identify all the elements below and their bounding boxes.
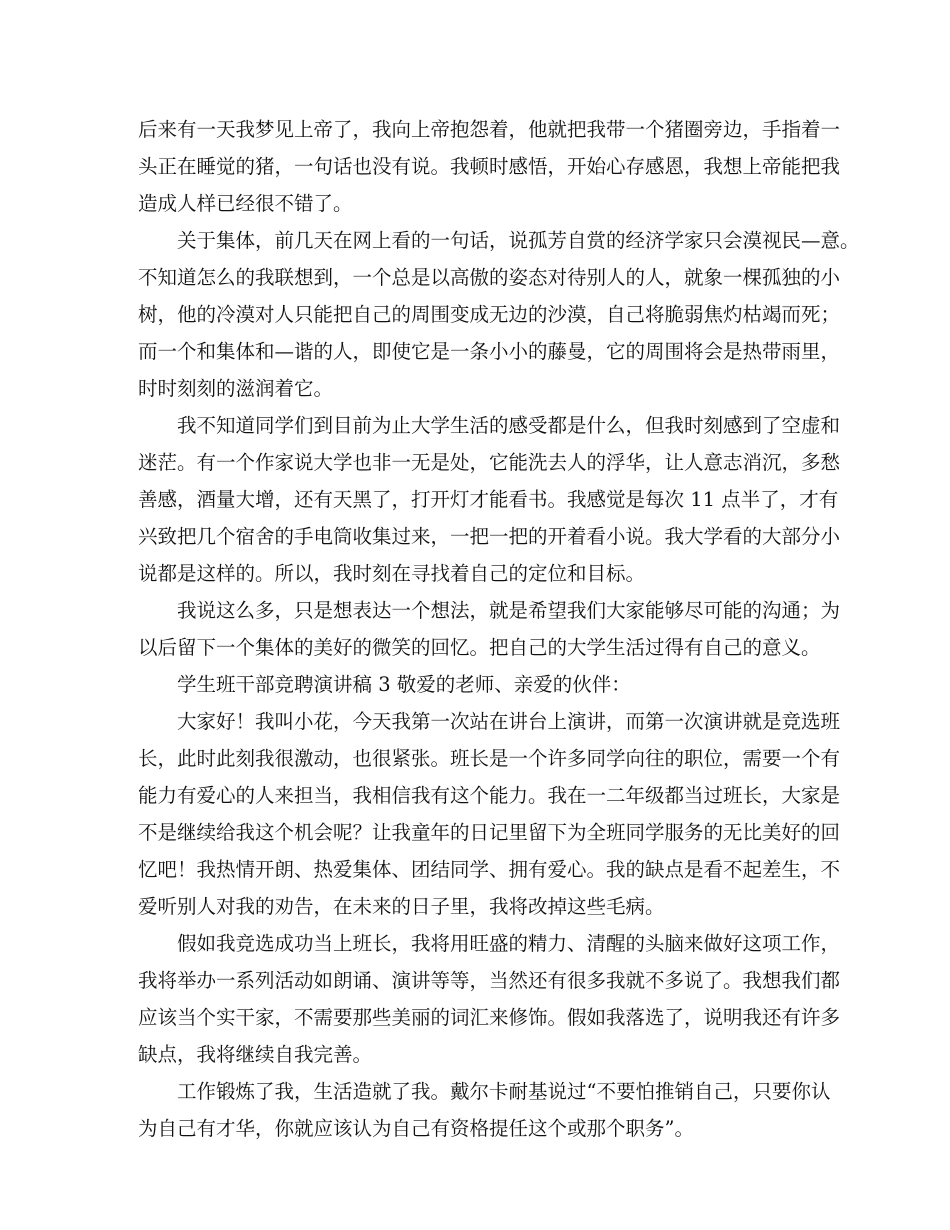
text-line: 而一个和集体和—谐的人，即使它是一条小小的藤曼，它的周围将会是热带雨里， bbox=[138, 340, 841, 363]
text-line: 爱听别人对我的劝告，在未来的日子里，我将改掉这些毛病。 bbox=[138, 895, 665, 918]
text-line: 为自己有才华，你就应该认为自己有资格提任这个或那个职务”。 bbox=[138, 1117, 694, 1140]
text-line: 时时刻刻的滋润着它。 bbox=[138, 377, 334, 400]
text-line: 造成人样已经很不错了。 bbox=[138, 192, 353, 215]
text-line: 以后留下一个集体的美好的微笑的回忆。把自己的大学生活过得有自己的意义。 bbox=[138, 636, 821, 659]
text-line: 善感，酒量大增，还有天黑了，打开灯才能看书。我感觉是每次 11 点半了，才有 bbox=[138, 488, 839, 511]
text-line: 不是继续给我这个机会呢？让我童年的日记里留下为全班同学服务的无比美好的回 bbox=[138, 821, 841, 844]
text-line: 说都是这样的。所以，我时刻在寻找着自己的定位和目标。 bbox=[138, 562, 646, 585]
text-line: 不知道怎么的我联想到，一个总是以高傲的姿态对待别人的人，就象一棵孤独的小 bbox=[138, 266, 841, 289]
text-line: 我不知道同学们到目前为止大学生活的感受都是什么，但我时刻感到了空虚和 bbox=[177, 414, 841, 437]
text-line: 兴致把几个宿舍的手电筒收集过来，一把一把的开着看小说。我大学看的大部分小 bbox=[138, 525, 841, 548]
text-line: 我说这么多，只是想表达一个想法，就是希望我们大家能够尽可能的沟通；为 bbox=[177, 599, 841, 622]
text-line: 后来有一天我梦见上帝了，我向上帝抱怨着，他就把我带一个猪圈旁边，手指着一 bbox=[138, 118, 841, 141]
text-line: 忆吧！我热情开朗、热爱集体、团结同学、拥有爱心。我的缺点是看不起差生，不 bbox=[138, 858, 841, 881]
section-heading: 学生班干部竞聘演讲稿 3 敬爱的老师、亲爱的伙伴： bbox=[177, 673, 631, 696]
text-line: 工作锻炼了我，生活造就了我。戴尔卡耐基说过“不要怕推销自己，只要你认 bbox=[177, 1080, 831, 1103]
text-line: 应该当个实干家，不需要那些美丽的词汇来修饰。假如我落选了，说明我还有许多 bbox=[138, 1006, 841, 1029]
text-line: 假如我竞选成功当上班长，我将用旺盛的精力、清醒的头脑来做好这项工作， bbox=[177, 932, 841, 955]
text-line: 长，此时此刻我很激动，也很紧张。班长是一个许多同学向往的职位，需要一个有 bbox=[138, 747, 841, 770]
text-line: 大家好！我叫小花，今天我第一次站在讲台上演讲，而第一次演讲就是竞选班 bbox=[177, 710, 841, 733]
text-line: 我将举办一系列活动如朗诵、演讲等等，当然还有很多我就不多说了。我想我们都 bbox=[138, 969, 841, 992]
text-line: 能力有爱心的人来担当，我相信我有这个能力。我在一二年级都当过班长，大家是 bbox=[138, 784, 841, 807]
text-line: 缺点，我将继续自我完善。 bbox=[138, 1043, 373, 1066]
text-line: 迷茫。有一个作家说大学也非一无是处，它能洗去人的浮华，让人意志消沉，多愁 bbox=[138, 451, 841, 474]
text-line: 树，他的冷漠对人只能把自己的周围变成无边的沙漠，自己将脆弱焦灼枯竭而死； bbox=[138, 303, 841, 326]
text-line: 头正在睡觉的猪，一句话也没有说。我顿时感悟，开始心存感恩，我想上帝能把我 bbox=[138, 155, 841, 178]
text-line: 关于集体，前几天在网上看的一句话，说孤芳自赏的经济学家只会漠视民—意。 bbox=[177, 229, 860, 252]
